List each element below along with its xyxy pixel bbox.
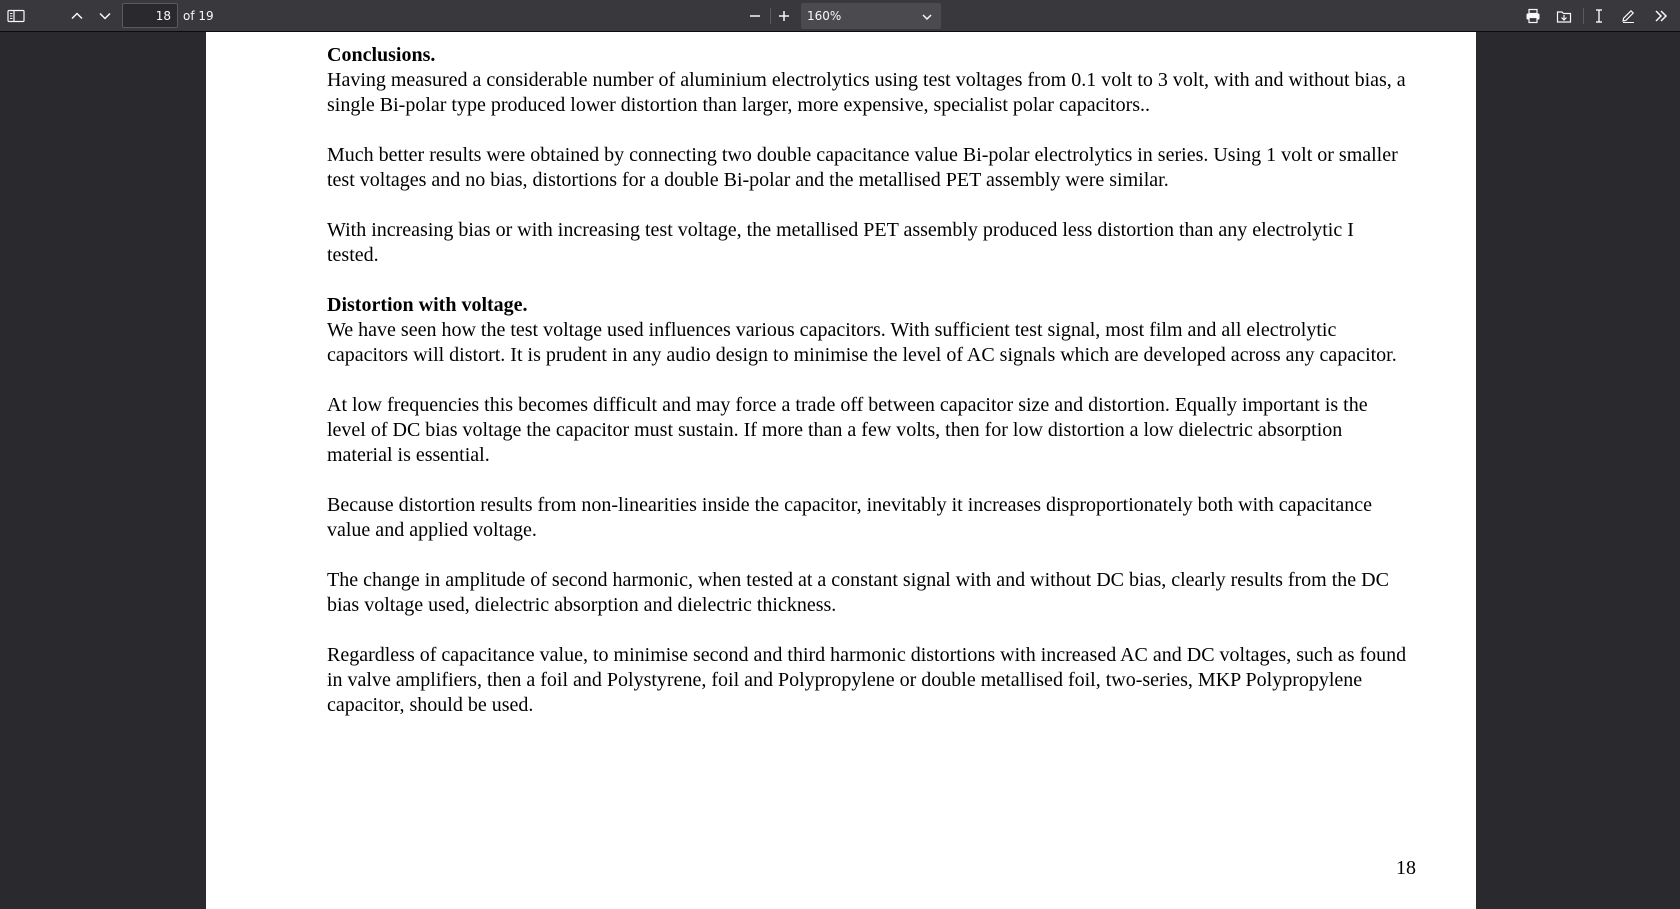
paragraph: The change in amplitude of second harmonic, when tested at a constant signal with and without DC bias, clearly results from the DC bias voltage used, dielectric absorption and dielectric thickness. bbox=[327, 569, 1389, 616]
paragraph: We have seen how the test voltage used influences various capacitors. With sufficient test signal, most film and all electrolytic capacitors will distort. It is prudent in any audio design to minimise the level of AC signals which are developed across any capacitor. bbox=[327, 319, 1397, 366]
paragraph: At low frequencies this becomes difficult and may force a trade off between capacitor size and distortion. Equally important is the level of DC bias voltage the capacitor must sustain. If more than a few volts, then for low distortion a low dielectric absorption material is essential. bbox=[327, 394, 1368, 466]
previous-page-button[interactable] bbox=[64, 3, 90, 29]
text-select-button[interactable] bbox=[1586, 3, 1612, 29]
next-page-button[interactable] bbox=[92, 3, 118, 29]
document-viewer[interactable] bbox=[0, 32, 1680, 909]
pdf-toolbar bbox=[0, 0, 1680, 32]
download-icon bbox=[1556, 8, 1572, 24]
toolbar-separator bbox=[1583, 8, 1584, 24]
zoom-out-button[interactable] bbox=[742, 3, 768, 29]
sidebar-toggle-icon bbox=[7, 9, 25, 23]
print-button[interactable] bbox=[1520, 3, 1546, 29]
text-cursor-icon bbox=[1592, 8, 1606, 24]
printer-icon bbox=[1525, 8, 1541, 24]
paragraph: Having measured a considerable number of aluminium electrolytics using test voltages from 0.1 volt to 3 volt, with and without bias, a single Bi-polar type produced lower distortion than larger, more expensive, specialist polar capacitors.. bbox=[327, 69, 1406, 116]
pdf-page bbox=[206, 32, 1476, 909]
pencil-icon bbox=[1620, 8, 1636, 24]
section-heading-conclusions: Conclusions. bbox=[327, 44, 436, 66]
paragraph: Much better results were obtained by connecting two double capacitance value Bi-polar electrolytics in series. Using 1 volt or smaller test voltages and no bias, distortions for a double Bi-polar and the metallised PET assembly were similar. bbox=[327, 144, 1398, 191]
page-number-input[interactable] bbox=[122, 3, 178, 28]
paragraph: Because distortion results from non-linearities inside the capacitor, inevitably it increases disproportionately both with capacitance value and applied voltage. bbox=[327, 494, 1372, 541]
page-footer-number: 18 bbox=[1396, 857, 1416, 879]
sidebar-toggle-button[interactable] bbox=[3, 3, 29, 29]
paragraph: With increasing bias or with increasing test voltage, the metallised PET assembly produced less distortion than any electrolytic I tested. bbox=[327, 219, 1354, 266]
zoom-select[interactable] bbox=[801, 3, 941, 29]
double-chevron-right-icon bbox=[1653, 9, 1669, 23]
chevron-up-icon bbox=[70, 9, 84, 23]
chevron-down-icon bbox=[921, 11, 933, 26]
page-count-label: of 19 bbox=[183, 9, 214, 23]
minus-icon bbox=[748, 9, 762, 23]
section-heading-distortion-with-voltage: Distortion with voltage. bbox=[327, 294, 528, 316]
zoom-in-button[interactable] bbox=[771, 3, 797, 29]
chevron-down-icon bbox=[98, 9, 112, 23]
plus-icon bbox=[777, 9, 791, 23]
save-button[interactable] bbox=[1551, 3, 1577, 29]
more-tools-button[interactable] bbox=[1648, 3, 1674, 29]
paragraph: Regardless of capacitance value, to minimise second and third harmonic distortions with increased AC and DC voltages, such as found in valve amplifiers, then a foil and Polystyrene, foil and Polypropylene or double metallised foil, two-series, MKP Polypropylene capacitor, should be used. bbox=[327, 644, 1407, 716]
draw-button[interactable] bbox=[1615, 3, 1641, 29]
zoom-value: 160% bbox=[807, 9, 842, 23]
